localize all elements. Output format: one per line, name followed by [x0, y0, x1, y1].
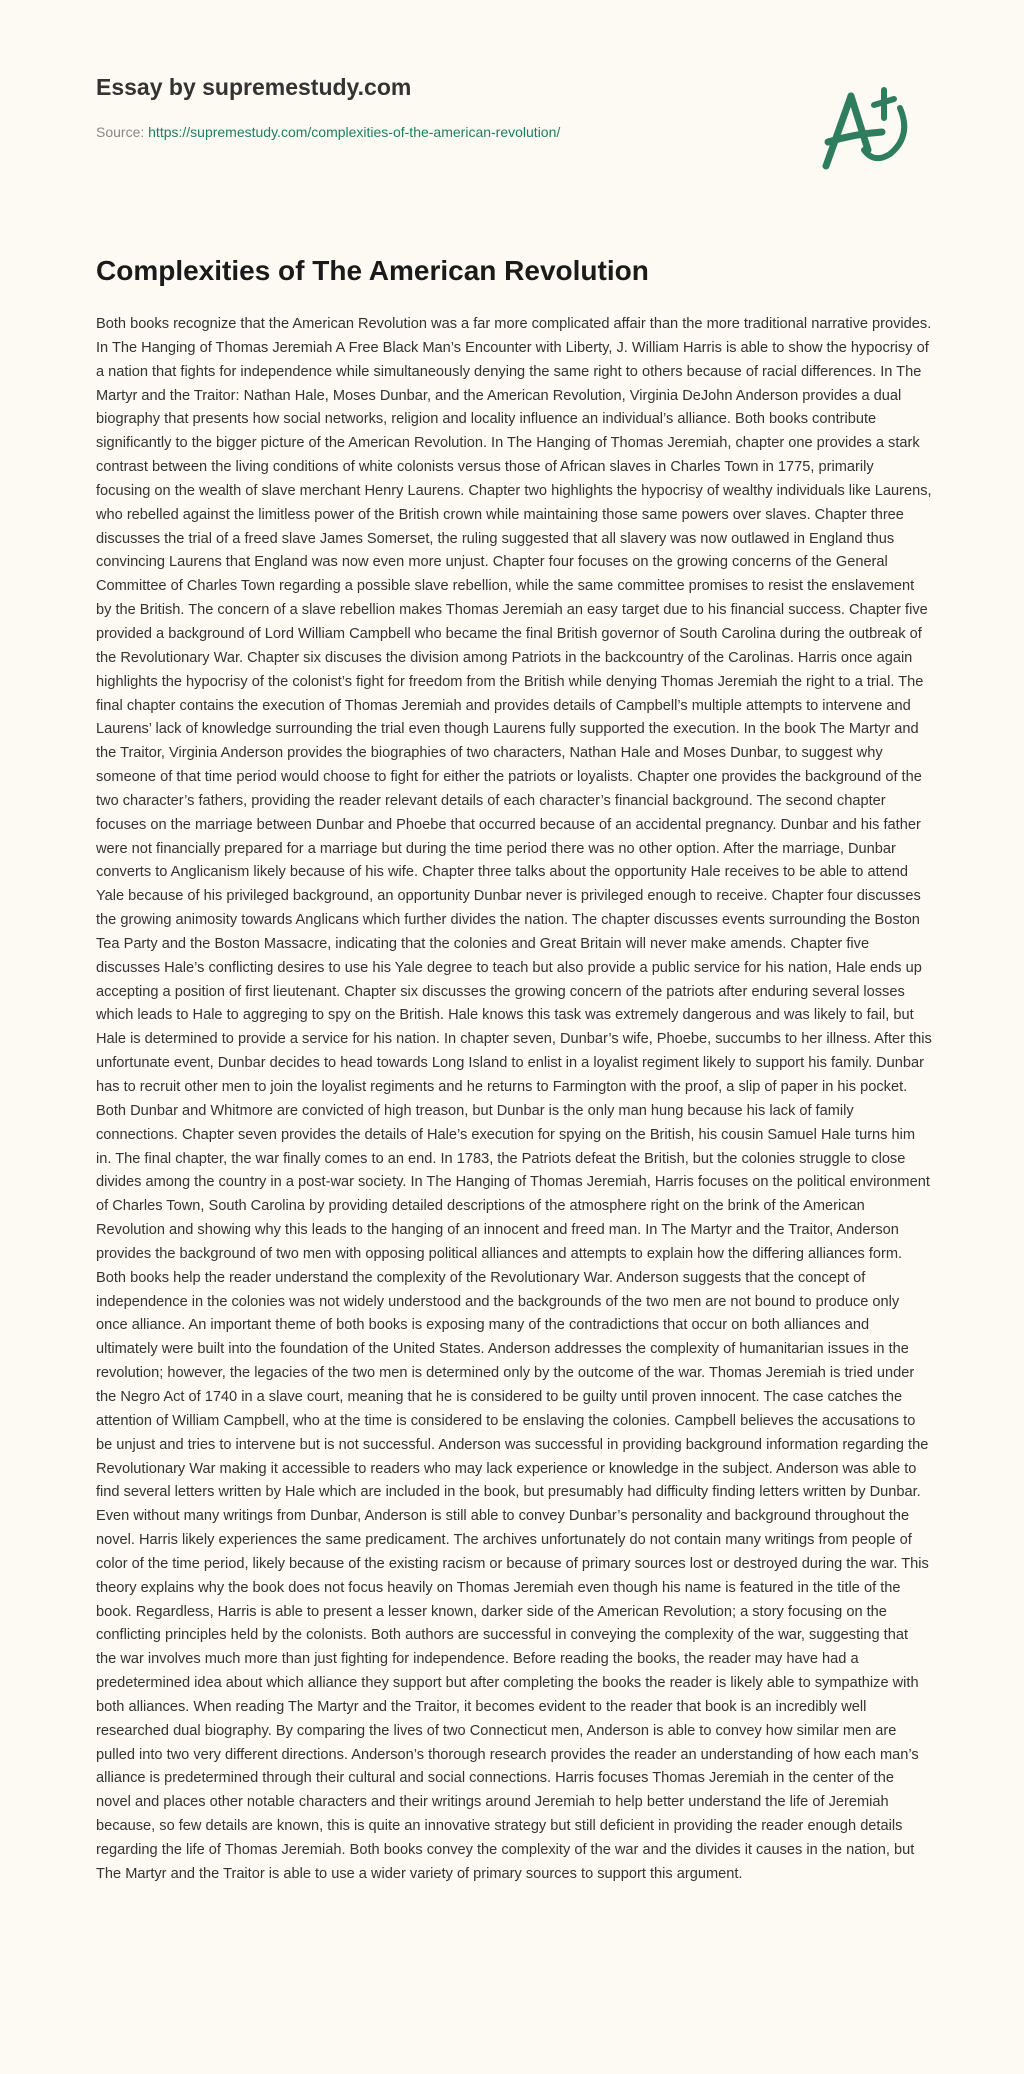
site-title: Essay by supremestudy.com — [96, 74, 412, 100]
essay-title: Complexities of The American Revolution — [96, 255, 649, 286]
essay-body: Both books recognize that the American Revolution was a far more complicated affair than the more traditional narrative provides. In The Hanging of Thomas Jeremiah A Free Black Man’s Encounter with Liberty, J. William Harris is able to show the hypocrisy of a nation that fights for independence while simultaneously denying the same right to others because of racial differences. In The Martyr and the Traitor: Nathan Hale, Moses Dunbar, and the American Revolution, Virginia DeJohn Anderson provides a dual biography that presents how social networks, religion and locality influence an individual’s alliance. Both books contribute significantly to the bigger picture of the American Revolution. In The Hanging of Thomas Jeremiah, chapter one provides a stark contrast between the living conditions of white colonists versus those of African slaves in Charles Town in 1775, primarily focusing on the wealth of slave merchant Henry Laurens. Chapter two highlights the hypocrisy of wealthy individuals like Laurens, who rebelled against the limitless power of the British crown while maintaining those same powers over slaves. Chapter three discusses the trial of a freed slave James Somerset, the ruling suggested that all slavery was now outlawed in England thus convincing Laurens that England was now even more unjust. Chapter four focuses on the growing concerns of the General Committee of Charles Town regarding a possible slave rebellion, while the same committee promises to resist the enslavement by the British. The concern of a slave rebellion makes Thomas Jeremiah an easy target due to his financial success. Chapter five provided a background of Lord William Campbell who became the final British governor of South Carolina during the outbreak of the Revolutionary War. Chapter six discuses the division among Patriots in the backcountry of the Carolinas. Harris once again highlights the hypocrisy of the colonist’s fight for freedom from the British while denying Thomas Jeremiah the right to a trial. The final chapter contains the execution of Thomas Jeremiah and provides details of Campbell’s multiple attempts to intervene and Laurens’ lack of knowledge surrounding the trial even though Laurens fully supported the execution. In the book The Martyr and the Traitor, Virginia Anderson provides the biographies of two characters, Nathan Hale and Moses Dunbar, to suggest why someone of that time period would choose to fight for either the patriots or loyalists. Chapter one provides the background of the two character’s fathers, providing the reader relevant details of each character’s financial background. The second chapter focuses on the marriage between Dunbar and Phoebe that occurred because of an accidental pregnancy. Dunbar and his father were not financially prepared for a marriage but during the time period there was no other option. After the marriage, Dunbar converts to Anglicanism likely because of his wife. Chapter three talks about the opportunity Hale receives to be able to attend Yale because of his privileged background, an opportunity Dunbar never is privileged enough to receive. Chapter four discusses the growing animosity towards Anglicans which further divides the nation. The chapter discusses events surrounding the Boston Tea Party and the Boston Massacre, indicating that the colonies and Great Britain will never make amends. Chapter five discusses Hale’s conflicting desires to use his Yale degree to teach but also provide a public service for his nation, Hale ends up accepting a position of first lieutenant. Chapter six discusses the growing concern of the patriots after enduring several losses which leads to Hale to aggreging to spy on the British. Hale knows this task was extremely dangerous and was likely to fail, but Hale is determined to provide a service for his nation. In chapter seven, Dunbar’s wife, Phoebe, succumbs to her illness. After this unfortunate event, Dunbar decides to head towards Long Island to enlist in a loyalist regiment likely to support his family. Dunbar has to recruit other men to join the loyalist regiments and he returns to Farmington with the proof, a slip of paper in his pocket. Both Dunbar and Whitmore are convicted of high treason, but Dunbar is the only man hung because his lack of family connections. Chapter seven provides the details of Hale’s execution for spying on the British, his cousin Samuel Hale turns him in. The final chapter, the war finally comes to an end. In 1783, the Patriots defeat the British, but the colonies struggle to close divides among the country in a post-war society. In The Hanging of Thomas Jeremiah, Harris focuses on the political environment of Charles Town, South Carolina by providing detailed descriptions of the atmosphere right on the brink of the American Revolution and showing why this leads to the hanging of an innocent and freed man. In The Martyr and the Traitor, Anderson provides the background of two men with opposing political alliances and attempts to explain how the differing alliances form. Both books help the reader understand the complexity of the Revolutionary War. Anderson suggests that the concept of independence in the colonies was not widely understood and the backgrounds of the two men are not bound to produce only once alliance. An important theme of both books is exposing many of the contradictions that occur on both alliances and ultimately were built into the foundation of the United States. Anderson addresses the complexity of humanitarian issues in the revolution; however, the legacies of the two men is determined only by the outcome of the war. Thomas Jeremiah is tried under the Negro Act of 1740 in a slave court, meaning that he is considered to be guilty until proven innocent. The case catches the attention of William Campbell, who at the time is considered to be enslaving the colonies. Campbell believes the accusations to be unjust and tries to intervene but is not successful. Anderson was successful in providing background information regarding the Revolutionary War making it accessible to readers who may lack experience or knowledge in the subject. Anderson was able to find several letters written by Hale which are included in the book, but presumably had difficulty finding letters written by Dunbar. Even without many writings from Dunbar, Anderson is still able to convey Dunbar’s personality and background throughout the novel. Harris likely experiences the same predicament. The archives unfortunately do not contain many writings from people of color of the time period, likely because of the existing racism or because of primary sources lost or destroyed during the war. This theory explains why the book does not focus heavily on Thomas Jeremiah even though his name is featured in the title of the book. Regardless, Harris is able to present a lesser known, darker side of the American Revolution; a story focusing on the conflicting principles held by the colonists. Both authors are successful in conveying the complexity of the war, suggesting that the war involves much more than just fighting for independence. Before reading the books, the reader may have had a predetermined idea about which alliance they support but after completing the books the reader is likely able to sympathize with both alliances. When reading The Martyr and the Traitor, it becomes evident to the reader that book is an incredibly well researched dual biography. By comparing the lives of two Connecticut men, Anderson is able to convey how similar men are pulled into two very different directions. Anderson’s thorough research provides the reader an understanding of how each man’s alliance is predetermined through their cultural and social connections. Harris focuses Thomas Jeremiah in the center of the novel and places other notable characters and their writings around Jeremiah to help better understand the life of Jeremiah because, so few details are known, this is quite an innovative strategy but still deficient in providing the reader enough details regarding the life of Thomas Jeremiah. Both books convey the complexity of the war and the divides it causes in the nation, but The Martyr and the Traitor is able to use a wider variety of primary sources to support this argument. — [96, 316, 932, 1882]
a-plus-grade-icon — [818, 66, 918, 170]
source-link[interactable]: https://supremestudy.com/complexities-of-the-american-revolution/ — [148, 124, 561, 140]
source-line — [96, 124, 560, 140]
source-label: Source: — [96, 124, 149, 140]
page-header — [96, 0, 928, 170]
